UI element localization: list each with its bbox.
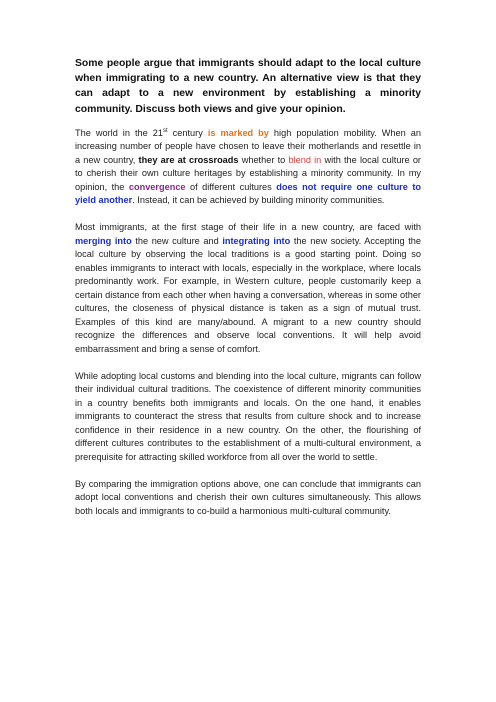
text-run: century [167,127,208,138]
highlight-integrating-into: integrating into [222,235,291,246]
superscript-st: st [162,127,168,134]
text-run: . Instead, it can be achieved by building minority communities. [132,195,385,206]
text-run: whether to [238,154,289,165]
text-run: of different cultures [185,181,277,192]
text-run: high population mobility. When an increasing number of people have chosen to leave their motherlands and resettle in a new country, [75,127,421,165]
paragraph-body-one [75,221,421,356]
highlight-convergence: convergence [128,181,186,192]
text-run: the new society. Accepting the local culture by observing the local traditions is a good starting point. Doing so enables immigrants to interact with locals, especially in the workplace, where locals predominantly work. For example, in Western culture, people customarily keep a certain distance from each other when having a conversation, whereas in some other cultures, the closeness of physical distance is taken as a sign of mutual trust. Examples of this kind are many/abound. A migrant to a new country should recognize the differences and observe local conventions. It will help avoid embarrassment and bring a sense of comfort. [75,235,422,354]
highlight-merging-into: merging into [75,235,132,246]
text-run: with the local culture or to cherish their own culture heritages by establishing a minority community. In my opinion, the [75,154,421,192]
essay-prompt: Some people argue that immigrants should adapt to the local culture when immigrating to a new country. An alternative view is that they can adapt to a new environment by establishing a minority community. Discuss both views and give your opinion. [75,58,421,115]
highlight-at-crossroads: they are at crossroads [138,154,239,165]
text-run: the new culture and [131,235,223,246]
paragraph-introduction [75,127,421,208]
highlight-does-not-require: does not require one culture to yield another [75,181,421,206]
essay-content [75,56,421,532]
text-run: The world in the 21 [75,127,163,138]
paragraph-conclusion: By comparing the immigration options above, one can conclude that immigrants can adopt local conventions and cherish their own cultures simultaneously. This allows both locals and immigrants to co-build a harmonious multi-cultural community. [75,478,421,516]
highlight-is-marked-by: is marked by [207,127,269,138]
text-run: Most immigrants, at the first stage of their life in a new country, are faced with [75,222,421,233]
highlight-blend-in: blend in [288,154,322,165]
paragraph-body-two: While adopting local customs and blending into the local culture, migrants can follow their individual cultural traditions. The coexistence of different minority communities in a country benefits both immigrants and locals. On the one hand, it enables immigrants to counteract the stress that results from culture shock and to increase confidence in their residence in a new country. On the other, the flourishing of different cultures contributes to the establishment of a multi-cultural environment, a prerequisite for attracting skilled workforce from all over the world to settle. [75,370,421,462]
